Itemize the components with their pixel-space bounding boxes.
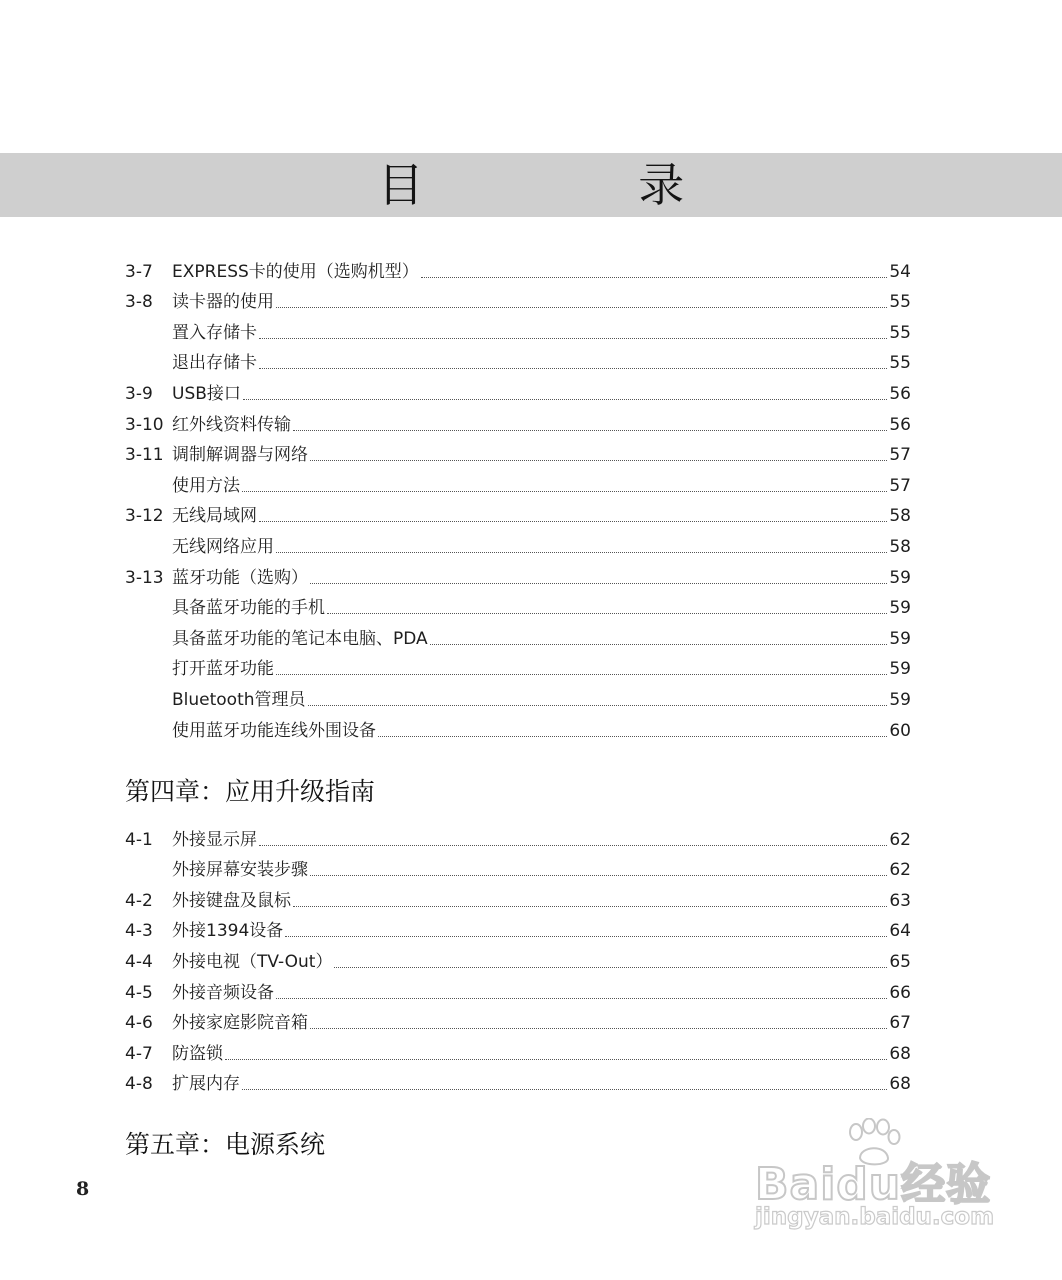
toc-entry-number: 4-3 — [125, 921, 153, 942]
dot-leader — [259, 844, 887, 846]
dot-leader — [285, 935, 887, 937]
toc-entry-number: 3-8 — [125, 292, 153, 313]
toc-entry — [125, 589, 911, 620]
toc-entry-page: 68 — [889, 1074, 911, 1095]
toc-entry-title: 蓝牙功能（选购） — [172, 567, 308, 588]
toc-entry-title: 无线局域网 — [172, 506, 257, 527]
dot-leader — [421, 276, 888, 278]
toc-entry — [125, 497, 911, 528]
toc-section-chapter3 — [125, 252, 911, 742]
toc-entry-page: 56 — [889, 383, 911, 404]
toc-entry-number: 4-6 — [125, 1013, 153, 1034]
dot-leader — [259, 520, 887, 522]
dot-leader — [276, 306, 887, 308]
toc-entry-title: 外接显示屏 — [172, 829, 257, 850]
toc-entry-page: 68 — [889, 1043, 911, 1064]
toc-entry-title: 外接1394设备 — [172, 921, 284, 942]
toc-entry-page: 57 — [889, 445, 911, 466]
toc-entry-page: 55 — [889, 353, 911, 374]
toc-entry-title: 打开蓝牙功能 — [172, 659, 274, 680]
page-title: 目 录 — [377, 158, 785, 212]
toc-entry-number: 3-7 — [125, 261, 153, 282]
toc-entry — [125, 912, 911, 943]
toc-entry-title: 调制解调器与网络 — [172, 445, 308, 466]
dot-leader — [243, 398, 887, 400]
toc-entry — [125, 1065, 911, 1096]
toc-entry-title: 外接键盘及鼠标 — [172, 890, 291, 911]
toc-entry-number: 4-7 — [125, 1043, 153, 1064]
toc-entry — [125, 680, 911, 711]
dot-leader — [430, 643, 888, 645]
toc-entry-page: 57 — [889, 475, 911, 496]
baidu-logo-text: Baidu经验 — [755, 1159, 992, 1210]
toc-entry-page: 64 — [889, 921, 911, 942]
dot-leader — [378, 735, 887, 737]
toc-entry-title: 使用蓝牙功能连线外围设备 — [172, 720, 376, 741]
toc-entry — [125, 436, 911, 467]
toc-entry — [125, 252, 911, 283]
toc-entry — [125, 942, 911, 973]
toc-entry-title: 扩展内存 — [172, 1074, 240, 1095]
toc-entry — [125, 881, 911, 912]
toc-entry-page: 59 — [889, 628, 911, 649]
toc-entry — [125, 466, 911, 497]
toc-entry — [125, 405, 911, 436]
dot-leader — [310, 874, 887, 876]
toc-entry-page: 54 — [889, 261, 911, 282]
toc-entry-title: 具备蓝牙功能的手机 — [172, 598, 325, 619]
toc-entry-title: 外接音频设备 — [172, 982, 274, 1003]
dot-leader — [293, 905, 887, 907]
dot-leader — [259, 367, 887, 369]
toc-entry-title: 外接屏幕安装步骤 — [172, 860, 308, 881]
toc-entry-title: 具备蓝牙功能的笔记本电脑、PDA — [172, 628, 428, 649]
toc-entry-title: Bluetooth管理员 — [172, 689, 306, 710]
toc-entry-page: 66 — [889, 982, 911, 1003]
toc-entry-page: 67 — [889, 1013, 911, 1034]
toc-entry-title: 使用方法 — [172, 475, 240, 496]
toc-entry-page: 58 — [889, 506, 911, 527]
toc-entry — [125, 973, 911, 1004]
toc-entry-title: USB接口 — [172, 383, 241, 404]
toc-entry-title: EXPRESS卡的使用（选购机型） — [172, 261, 419, 282]
toc-entry-page: 62 — [889, 860, 911, 881]
toc-entry-title: 外接家庭影院音箱 — [172, 1013, 308, 1034]
page-number: 8 — [76, 1178, 90, 1200]
toc-entry-page: 59 — [889, 598, 911, 619]
toc-entry — [125, 527, 911, 558]
toc-entry-number: 3-12 — [125, 506, 164, 527]
watermark-url: jingyan.baidu.com — [755, 1204, 995, 1230]
toc-entry-page: 56 — [889, 414, 911, 435]
title-band — [0, 153, 1062, 217]
toc-entry-page: 63 — [889, 890, 911, 911]
dot-leader — [242, 490, 887, 492]
toc-entry — [125, 1034, 911, 1065]
toc-entry-title: 置入存储卡 — [172, 322, 257, 343]
toc-entry-page: 59 — [889, 689, 911, 710]
toc-entry-number: 4-5 — [125, 982, 153, 1003]
dot-leader — [225, 1058, 887, 1060]
toc-entry-number: 4-2 — [125, 890, 153, 911]
dot-leader — [293, 429, 887, 431]
chapter-heading-4: 第四章：应用升级指南 — [125, 777, 376, 806]
toc-entry-page: 59 — [889, 659, 911, 680]
toc-entry-page: 59 — [889, 567, 911, 588]
toc-entry-number: 4-8 — [125, 1074, 153, 1095]
toc-entry-title: 外接电视（TV-Out） — [172, 951, 333, 972]
toc-entry — [125, 283, 911, 314]
toc-entry — [125, 374, 911, 405]
dot-leader — [242, 1088, 887, 1090]
toc-entry-page: 60 — [889, 720, 911, 741]
toc-section-chapter4 — [125, 820, 911, 1095]
dot-leader — [310, 1027, 887, 1029]
toc-entry — [125, 1004, 911, 1035]
chapter-heading-5: 第五章：电源系统 — [125, 1130, 326, 1159]
toc-entry-page: 65 — [889, 951, 911, 972]
toc-entry — [125, 313, 911, 344]
toc-entry-page: 55 — [889, 292, 911, 313]
toc-entry-title: 红外线资料传输 — [172, 414, 291, 435]
dot-leader — [259, 337, 887, 339]
baidu-watermark — [750, 1118, 1010, 1238]
toc-entry — [125, 344, 911, 375]
toc-entry — [125, 820, 911, 851]
dot-leader — [276, 997, 887, 999]
toc-entry — [125, 650, 911, 681]
toc-entry-page: 62 — [889, 829, 911, 850]
toc-entry-number: 3-10 — [125, 414, 164, 435]
dot-leader — [310, 582, 887, 584]
dot-leader — [308, 704, 888, 706]
toc-entry — [125, 711, 911, 742]
toc-entry-title: 防盗锁 — [172, 1043, 223, 1064]
toc-entry — [125, 851, 911, 882]
toc-entry-number: 3-13 — [125, 567, 164, 588]
toc-entry-number: 4-4 — [125, 951, 153, 972]
toc-entry — [125, 619, 911, 650]
toc-entry-page: 55 — [889, 322, 911, 343]
toc-entry-number: 4-1 — [125, 829, 153, 850]
toc-entry-page: 58 — [889, 536, 911, 557]
toc-entry-title: 无线网络应用 — [172, 536, 274, 557]
toc-entry-title: 读卡器的使用 — [172, 292, 274, 313]
dot-leader — [310, 459, 887, 461]
dot-leader — [327, 612, 887, 614]
toc-entry-number: 3-9 — [125, 383, 153, 404]
toc-entry — [125, 558, 911, 589]
toc-entry-number: 3-11 — [125, 445, 164, 466]
dot-leader — [276, 551, 887, 553]
dot-leader — [334, 966, 887, 968]
dot-leader — [276, 673, 887, 675]
toc-entry-title: 退出存储卡 — [172, 353, 257, 374]
